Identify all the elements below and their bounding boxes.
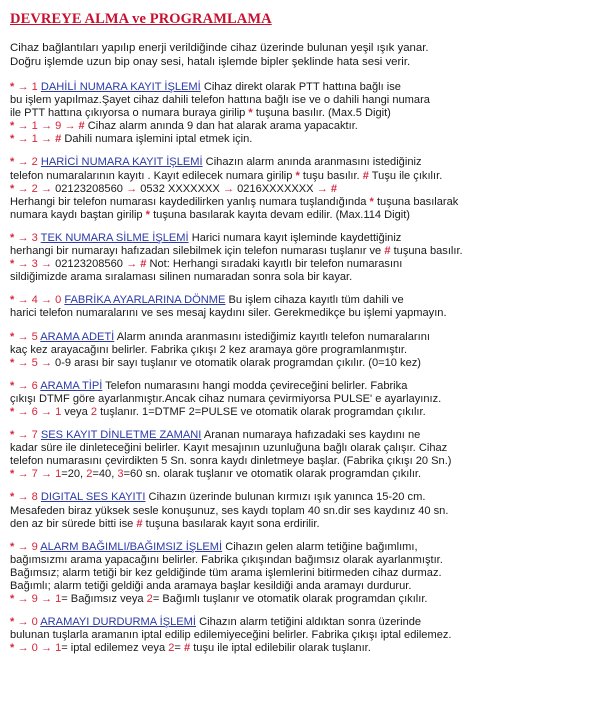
step-number: 0 [31,642,38,655]
section-text: Cihaz alarm anında 9 dan hat alarak arama yapacaktır. [84,120,358,133]
step-number: 3 [31,258,38,271]
section-text: telefon numarasını çevirdikten 5 Sn. sonra kaydı dinletmeye başlar. (Fabrika çıkışı 20 Sn.) [10,455,452,468]
section-text: Alarm anında aranmasını istediğimiz kayıtlı telefon numaralarını [114,330,430,343]
step-number: 2 [31,156,38,169]
step-number: 5 [31,356,38,369]
hash-key-icon: # [55,133,62,146]
arrow-icon: → [17,231,29,244]
arrow-icon: → [40,468,52,481]
arrow-icon: → [17,294,29,307]
option-number: 3 [117,468,124,481]
option-number: 1 [55,468,62,481]
section-fabrika-ayarlari [10,294,577,320]
section-digital-ses-kayiti [10,491,577,530]
section-heading: ARAMAYI DURDURMA İŞLEMİ [40,616,197,629]
section-text: Bağımsız; alarm tetiği bir kez geldiğinde tüm arama işlemlerini bitirmeden cihaz durmaz. [10,566,442,579]
intro-line-2: Doğru işlemde uzun bip onay sesi, hatalı işlemde bipler şeklinde hata sesi verir. [10,55,411,68]
section-arama-tipi [10,380,577,419]
section-text: bağımsızmı arama yapacağını belirler. Fabrika çıkışından bağımsız olarak ayarlanmıştır. [10,553,443,566]
step-number: 7 [31,429,38,442]
arrow-icon: → [40,405,52,418]
star-key-icon: * [10,468,15,481]
star-key-icon: * [10,133,15,146]
arrow-icon: → [17,133,29,146]
arrow-icon: → [17,616,29,629]
option-number: 2 [168,642,175,655]
step-number: 4 [31,294,38,307]
section-text: numara kaydı baştan girilip [10,208,146,221]
section-heading: ARAMA ADETİ [40,330,115,343]
section-text: sildiğimizde arama sıralaması silinen numaradan sonra sola bir kayar. [10,271,353,284]
option-number: 1 [55,405,62,418]
section-text: =20, [61,468,87,481]
section-text: bu işlem yapılmaz.Şayet cihaz dahili telefon hattına bağlı ise ve o dahili hangi numara [10,94,430,107]
section-text: tuşuna basılır. [390,245,463,258]
arrow-icon: → [40,356,52,369]
section-dahili-numara [10,81,577,146]
section-text: tuşu ile iptal edilebilir olarak tuşlanır. [190,642,371,655]
section-text: tuşu basılır. [299,169,363,182]
star-key-icon: * [10,231,15,244]
star-key-icon: * [248,107,253,120]
option-number: 2 [90,405,98,418]
step-number: 1 [31,120,38,133]
section-text: tuşuna basılarak [373,195,459,208]
arrow-icon: → [17,379,29,392]
star-key-icon: * [10,593,15,606]
section-text: Herhangi bir telefon numarası kaydedilirken yanlış numara tuşlandığında [10,195,370,208]
step-number: 7 [31,468,38,481]
section-text: Cihazın alarm tetiğini aldıktan sonra üzerinde [196,616,422,629]
section-text: =60 sn. olarak tuşlanır ve otomatik olarak programdan çıkılır. [123,468,422,481]
star-key-icon: * [10,491,15,504]
option-number: 1 [55,642,62,655]
step-number: 1 [31,133,38,146]
star-key-icon: * [10,429,15,442]
section-text: Cihazın alarm anında aranmasını istediğiniz [202,156,422,169]
step-number: 8 [31,491,38,504]
section-text: tuşlanır. 1=DTMF 2=PULSE ve otomatik olarak programdan çıkılır. [97,405,426,418]
section-text: telefon numaralarının kayıtı . Kayıt edilecek numara girilip [10,169,296,182]
section-text: Not: Herhangi sıradaki kayıtlı bir telefon numarasını [146,258,403,271]
star-key-icon: * [10,330,15,343]
section-text: den az bir sürede bitti ise [10,517,137,530]
arrow-icon: → [222,182,234,195]
section-text: = Bağımsız veya [61,593,147,606]
section-text: Bu işlem cihaza kayıtlı tüm dahili ve [225,294,404,307]
section-text: bulunan tuşlarla aramanın iptal edilip edilemiyeceğini belirler. Fabrika çıkışı iptal edilemez. [10,629,452,642]
section-heading: DIGITAL SES KAYITI [40,491,146,504]
step-number: 6 [31,405,38,418]
star-key-icon: * [10,642,15,655]
hash-key-icon: # [136,517,143,530]
hash-key-icon: # [330,182,337,195]
section-text: Cihaz direkt olarak PTT hattına bağlı ise [200,81,401,93]
section-text: herhangi bir numarayı hafızadan silebilmek için telefon numarası tuşlanır ve [10,245,385,258]
section-text: Aranan numaraya hafızadaki ses kaydını ne [201,429,421,442]
arrow-icon: → [17,593,29,606]
section-heading: TEK NUMARA SİLME İŞLEMİ [40,231,189,244]
arrow-icon: → [40,258,52,271]
section-text: =40, [92,468,118,481]
page-title: DEVREYE ALMA ve PROGRAMLAMA [10,11,272,27]
section-alarm-bagimli [10,541,577,606]
step-number: 9 [31,593,38,606]
section-tek-numara-silme [10,232,577,284]
section-text: kaç kez arayacağını belirler. Fabrika çıkışı 2 kez aramaya göre programlanmıştır. [10,343,408,356]
step-number: 3 [31,231,38,244]
arrow-icon: → [17,540,29,553]
section-text: = [174,642,184,655]
section-text: harici telefon numaralarını ve ses mesaj kaydını siler. Gerekmedikçe bu işlemi yapmayın. [10,307,447,320]
arrow-icon: → [316,182,328,195]
section-text: tuşuna basılarak kayıt sona erdirilir. [142,517,320,530]
step-number: 2 [31,182,38,195]
section-text: tuşuna basılır. (Max.5 Digit) [252,107,391,120]
star-key-icon: * [10,540,15,553]
star-key-icon: * [10,81,15,93]
arrow-icon: → [17,642,29,655]
star-key-icon: * [145,208,150,221]
section-harici-numara [10,156,577,221]
arrow-icon: → [17,405,29,418]
hash-key-icon: # [140,258,147,271]
intro-text [10,42,577,69]
star-key-icon: * [10,120,15,133]
section-text: çıkışı DTMF göre ayarlanmıştır.Ancak cihaz numara çevirmiyorsa PULSE' e ayarlayınız. [10,392,442,405]
step-number: 5 [31,330,38,343]
star-key-icon: * [10,356,15,369]
step-number: 0 [31,616,38,629]
section-text: kadar süre ile dinleteceğini belirler. Kayıt mesajının uzunluğuna bağlı olarak çalışır. Cihaz [10,442,448,455]
arrow-icon: → [126,182,138,195]
star-key-icon: * [10,405,15,418]
option-number: 2 [86,468,93,481]
section-heading: DAHİLİ NUMARA KAYIT İŞLEMİ [40,81,201,93]
phone-number: 0532 XXXXXXX [140,182,220,195]
arrow-icon: → [40,120,52,133]
arrow-icon: → [17,491,29,504]
section-text: Tuşu ile çıkılır. [368,169,443,182]
section-text: Telefon numarasını hangi modda çevireceğini belirler. Fabrika [102,379,408,392]
step-number: 1 [31,81,38,93]
arrow-icon: → [64,120,76,133]
section-text: 0-9 arası bir sayı tuşlanır ve otomatik olarak programdan çıkılır. (0=10 kez) [51,356,421,369]
star-key-icon: * [10,156,15,169]
section-text: Bağımlı; alarm tetiği geldiği anda aramaya başlar kesildiği anda aramayı durdurur. [10,580,412,592]
arrow-icon: → [40,182,52,195]
star-key-icon: * [10,182,15,195]
step-number: 9 [55,120,62,133]
option-number: 1 [55,593,62,606]
arrow-icon: → [40,294,52,307]
phone-number: 02123208560 [55,258,123,271]
phone-number: 0216XXXXXXX [237,182,314,195]
arrow-icon: → [40,642,52,655]
arrow-icon: → [17,356,29,369]
star-key-icon: * [10,294,15,307]
arrow-icon: → [126,258,138,271]
section-text: = Bağımlı tuşlanır ve otomatik olarak programdan çıkılır. [152,593,428,606]
step-number: 6 [31,379,38,392]
star-key-icon: * [10,379,15,392]
step-number: 0 [55,294,62,307]
arrow-icon: → [17,429,29,442]
star-key-icon: * [369,195,374,208]
arrow-icon: → [17,182,29,195]
section-aramayi-durdurma [10,616,577,655]
section-text: tuşuna basılarak kayıta devam edilir. (Max.114 Digit) [150,208,410,221]
star-key-icon: * [10,258,15,271]
star-key-icon: * [10,616,15,629]
step-number: 9 [31,540,38,553]
section-text: Harici numara kayıt işleminde kaydettiğiniz [188,231,402,244]
section-text: Dahili numara işlemini iptal etmek için. [61,133,253,146]
section-text: Cihazın gelen alarm tetiğine bağımlımı, [222,540,418,553]
section-text: veya [61,405,91,418]
arrow-icon: → [17,81,29,93]
hash-key-icon: # [78,120,85,133]
hash-key-icon: # [183,642,191,655]
star-key-icon: * [295,169,300,182]
arrow-icon: → [17,330,29,343]
section-heading: ARAMA TİPİ [40,379,103,392]
phone-number: 02123208560 [55,182,123,195]
arrow-icon: → [17,258,29,271]
section-text: ile PTT hattına çıkıyorsa o numara buraya girilip [10,107,249,120]
section-heading: SES KAYIT DİNLETME ZAMANI [40,429,202,442]
arrow-icon: → [17,120,29,133]
section-text: Mesafeden biraz yüksek sesle konuşunuz, ses kaydı toplam 40 sn.dir ses kaydınız 40 sn. [10,504,449,517]
section-text: Cihazın üzerinde bulunan kırmızı ışık yanınca 15-20 cm. [145,491,426,504]
hash-key-icon: # [384,245,391,258]
option-number: 2 [146,593,153,606]
arrow-icon: → [17,468,29,481]
section-ses-kayit-dinletme [10,429,577,481]
arrow-icon: → [40,593,52,606]
hash-key-icon: # [362,169,369,182]
section-heading: HARİCİ NUMARA KAYIT İŞLEMİ [40,156,203,169]
section-arama-adeti [10,331,577,370]
section-heading: FABRİKA AYARLARINA DÖNME [64,294,226,307]
arrow-icon: → [40,133,52,146]
arrow-icon: → [17,156,29,169]
intro-line-1: Cihaz bağlantıları yapılıp enerji verildiğinde cihaz üzerinde bulunan yeşil ışık yanar. [10,42,429,54]
section-text: = iptal edilemez veya [61,642,169,655]
section-heading: ALARM BAĞIMLI/BAĞIMSIZ İŞLEMİ [40,540,223,553]
